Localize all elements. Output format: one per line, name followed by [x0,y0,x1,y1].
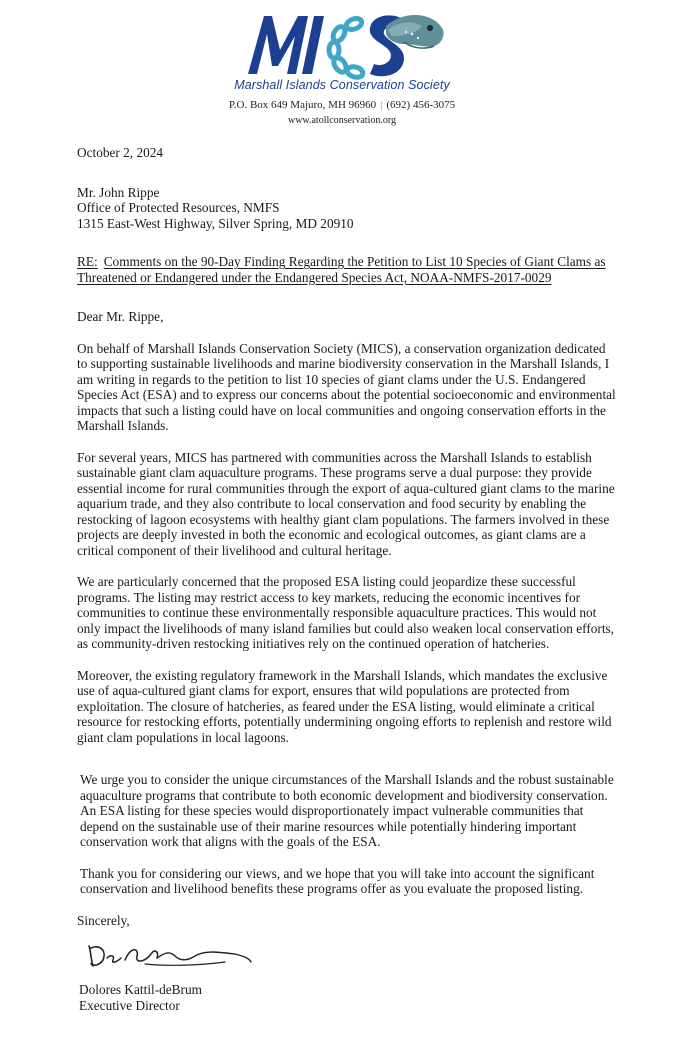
org-name: Marshall Islands Conservation Society [234,78,450,92]
paragraph-3: We are particularly concerned that the proposed ESA listing could jeopardize these successful programs. The listing may restrict access to key markets, reducing the economic incentives for communities to continue these environmentally responsible aquaculture practices. This would not only impact the livelihoods of many island families but could also weaken local conservation efforts, as community-driven restocking initiatives rely on the continued operation of hatcheries. [77,574,615,651]
phone-number: (692) 456-3075 [386,99,456,111]
recipient-address: 1315 East-West Highway, Silver Spring, MD 20910 [77,215,354,231]
contact-line [0,99,684,111]
paragraph-5: We urge you to consider the unique circumstances of the Marshall Islands and the robust sustainable aquaculture programs that contribute to both economic development and biodiversity conservation. An ESA listing for these species would disproportionately impact vulnerable communities that depend on the sustainable use of their marine resources while potentially hindering important conservation work that aligns with the goals of the ESA. [80,772,614,849]
letter-body [77,145,617,1013]
letter-date: October 2, 2024 [77,145,164,160]
separator: | [380,99,383,111]
recipient-block [77,185,617,232]
paragraph-2: For several years, MICS has partnered with communities across the Marshall Islands to establish sustainable giant clam aquaculture programs. These programs serve a dual purpose: they provide essential income for rural communities through the export of aqua-cultured giant clams to the marine aquarium trade, and they also contribute to local conservation and food security by enabling the restocking of lagoon ecosystems with healthy giant clam populations. The farmers involved in these projects are deeply invested in both the economic and ecological outcomes, as giant clams are a critical component of their livelihood and cultural heritage. [77,449,615,558]
signer-title: Executive Director [79,997,180,1013]
closing: Sincerely, [77,912,130,928]
letterhead [0,0,684,130]
paragraph-4: Moreover, the existing regulatory framework in the Marshall Islands, which mandates the exclusive use of aqua-cultured giant clams for export, ensures that wild populations are protected from exploitation. The closure of hatcheries, as feared under the ESA listing, would eliminate a critical resource for restocking efforts, potentially undermining ongoing efforts to replenish and restore wild giant clam populations in local lagoons. [77,667,612,745]
salutation: Dear Mr. Rippe, [77,309,164,324]
re-label: RE: [77,254,98,269]
mics-logo [236,4,446,82]
chain-c-icon [329,17,364,79]
logo-lettering [248,16,324,74]
signer-block [77,982,617,1013]
handwritten-signature [85,936,255,972]
postal-address: P.O. Box 649 Majuro, MH 96960 [228,99,377,111]
paragraph-1: On behalf of Marshall Islands Conservation Society (MICS), a conservation organization dedicated to supporting sustainable livelihoods and marine biodiversity conservation in the Marshall Islands, I am writing in regards to the petition to list 10 species of giant clams under the U.S. Endangered Species Act (ESA) and to express our concerns about the potential socioeconomic and environmental impacts that such a listing could have on local communities and ongoing conservation efforts in the Marshall Islands. [77,340,616,433]
subject-line [77,254,617,285]
paragraph-6: Thank you for considering our views, and we hope that you will take into account the significant conservation and livelihood benefits these programs offer as you evaluate the proposed listing. [80,865,595,896]
recipient-office: Office of Protected Resources, NMFS [77,200,280,215]
recipient-name: Mr. John Rippe [77,184,160,200]
re-subject: Comments on the 90-Day Finding Regarding the Petition to List 10 Species of Giant Clams as Threatened or Endangered under the Endangered Species Act, NOAA-NMFS-2017-0029 [77,254,606,285]
signer-name: Dolores Kattil-deBrum [79,982,202,997]
website-url: www.atollconservation.org [287,115,397,126]
